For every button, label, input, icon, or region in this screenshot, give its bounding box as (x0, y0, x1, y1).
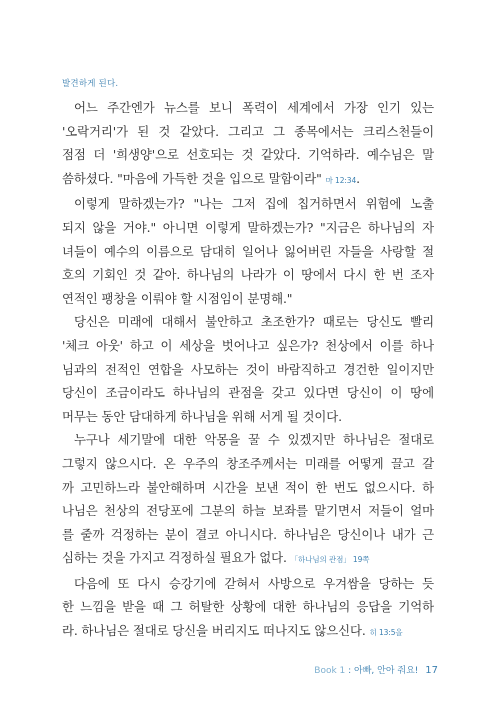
text-line-content: 심하는 것을 가지고 걱정하실 필요가 없다. (62, 550, 287, 566)
book-series-label: Book 1 (314, 666, 346, 676)
text-line: 점점 더 '희생양'으로 선호되는 것 같았다. 기억하라. 예수님은 말 (62, 147, 434, 163)
scripture-reference: 히 13:5을 (369, 628, 403, 638)
text-line: 누구나 세기말에 대한 악몽을 꿀 수 있겠지만 하나님은 절대로 (74, 432, 434, 448)
text-line (62, 167, 434, 193)
text-line: 되지 않을 거야." 아니면 이렇게 말하겠는가? "지금은 하나님의 자 (62, 219, 434, 235)
chapter-title: : 아빠, 안아 줘요! (348, 666, 419, 676)
text-line-content: 라. 하나님은 절대로 당신을 버리지도 떠나지도 않으신다. (62, 623, 366, 639)
text-line: 연적인 팽창을 이뤄야 할 시점임이 분명해." (62, 290, 293, 306)
text-line: 이렇게 말하겠는가? "나는 그저 집에 칩거하면서 위험에 노출 (74, 196, 434, 212)
text-line: 까 고민하느라 불안해하며 시간을 보낸 적이 한 번도 없으시다. 하 (62, 479, 434, 495)
text-line: 나님은 천상의 전당포에 그분의 하늘 보좌를 맡기면서 저들이 얼마 (62, 503, 434, 519)
text-line: 를 줄까 걱정하는 분이 결코 아니시다. 하나님은 당신이나 내가 근 (62, 526, 434, 542)
text-line: '오락거리'가 된 것 같았다. 그리고 그 종목에서는 크리스천들이 (62, 123, 434, 139)
reference-suffix: . (356, 170, 360, 186)
text-line-content: 씀하셨다. "마음에 가득한 것을 입으로 말함이라" (62, 170, 322, 186)
scripture-reference: 마 12:34 (325, 175, 357, 185)
text-line: 님과의 전적인 연합을 사모하는 것이 바람직하고 경건한 일이지만 (62, 361, 434, 377)
paragraph-3 (62, 310, 434, 428)
paragraph-4 (62, 428, 434, 572)
text-line: 한 느낌을 받을 때 그 허탈한 상황에 대한 하나님의 응답을 기억하 (62, 599, 434, 615)
paragraph-5 (62, 572, 434, 645)
text-line: 당신은 미래에 대해서 불안하고 초조한가? 때로는 당신도 빨리 (74, 314, 434, 330)
continued-text-label: 발견하게 된다. (62, 79, 119, 89)
text-line (62, 619, 434, 645)
paragraph-2 (62, 192, 434, 310)
text-line: 당신이 조금이라도 하나님의 관점을 갖고 있다면 당신이 이 땅에 (62, 385, 434, 401)
text-line: 어느 주간엔가 뉴스를 보니 폭력이 세계에서 가장 인기 있는 (74, 100, 434, 115)
text-line: 머무는 동안 담대하게 하나님을 위해 서게 될 것이다. (62, 408, 342, 424)
text-line: 녀들이 예수의 이름으로 담대히 일어나 잃어버린 자들을 사랑할 절 (62, 243, 434, 259)
text-line: 호의 기회인 것 같아. 하나님의 나라가 이 땅에서 다시 한 번 조자 (62, 267, 434, 283)
body-text (62, 96, 434, 645)
text-line: '체크 아웃' 하고 이 세상을 벗어나고 싶은가? 천상에서 이를 하나 (62, 337, 434, 353)
text-line: 그렇지 않으시다. 온 우주의 창조주께서는 미래를 어떻게 끌고 갈 (62, 455, 434, 471)
paragraph-1 (62, 96, 434, 192)
page-footer (314, 663, 438, 676)
text-line: 다음에 또 다시 승강기에 갇혀서 사방으로 우겨쌈을 당하는 듯 (74, 575, 434, 591)
book-reference: 「하나님의 관점」 19쪽 (290, 555, 370, 565)
page-number: 17 (425, 665, 438, 676)
text-line (62, 546, 434, 572)
